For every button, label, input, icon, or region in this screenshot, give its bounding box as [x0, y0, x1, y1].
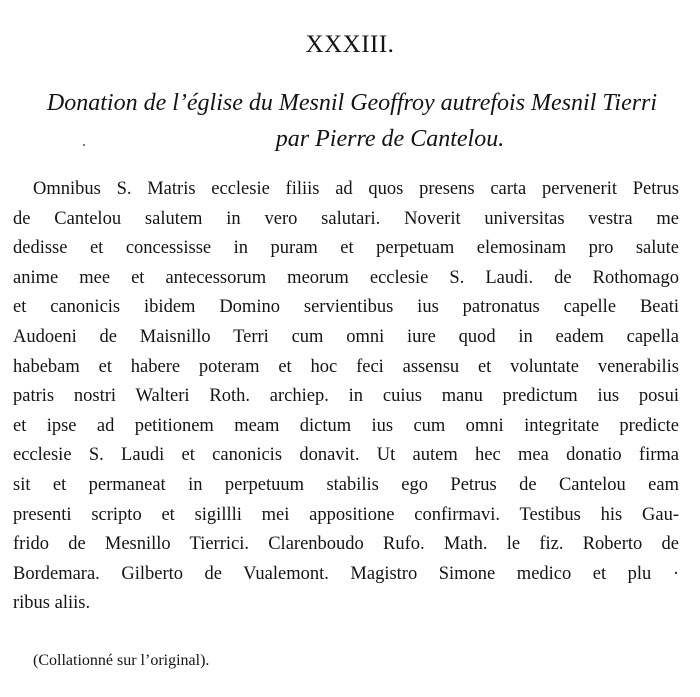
body-line: ecclesie S. Laudi et canonicis donavit. Ut autem hec mea donatio firma	[13, 445, 679, 466]
body-line: anime mee et antecessorum meorum ecclesie S. Laudi. de Rothomago	[13, 267, 679, 288]
body-line: presenti scripto et sigillli mei appositione confirmavi. Testibus his Gau-	[13, 504, 679, 525]
body-line: patris nostri Walteri Roth. archiep. in cuius manu predictum ius posui	[13, 386, 679, 407]
body-line: sit et permaneat in perpetuum stabilis ego Petrus de Cantelou eam	[13, 474, 679, 495]
ink-speck	[83, 144, 85, 146]
body-line: Bordemara. Gilberto de Vualemont. Magistro Simone medico et plu ·	[13, 563, 679, 584]
body-line: ribus aliis.	[13, 593, 91, 614]
charter-number: XXXIII.	[305, 31, 395, 58]
collation-note: (Collationné sur l’original).	[33, 652, 210, 669]
body-line: Audoeni de Maisnillo Terri cum omni iure quod in eadem capella	[13, 326, 679, 347]
body-line: et canonicis ibidem Domino servientibus ius patronatus capelle Beati	[13, 297, 679, 318]
charter-title-line: Donation de l’église du Mesnil Geoffroy autrefois Mesnil Tierri	[46, 90, 658, 116]
body-line: habebam et habere poteram et hoc feci assensu et voluntate venerabilis	[13, 356, 679, 377]
body-line: Omnibus S. Matris ecclesie filiis ad quos presens carta pervenerit Petrus	[33, 179, 679, 199]
body-line: dedisse et concessisse in puram et perpetuam elemosinam pro salute	[13, 238, 679, 259]
body-line: de Cantelou salutem in vero salutari. Noverit universitas vestra me	[13, 208, 679, 229]
charter-title-line: par Pierre de Cantelou.	[275, 126, 505, 152]
body-line: et ipse ad petitionem meam dictum ius cum omni integritate predicte	[13, 415, 679, 436]
body-line: frido de Mesnillo Tierrici. Clarenboudo Rufo. Math. le fiz. Roberto de	[13, 534, 679, 555]
charter-body	[13, 175, 679, 619]
